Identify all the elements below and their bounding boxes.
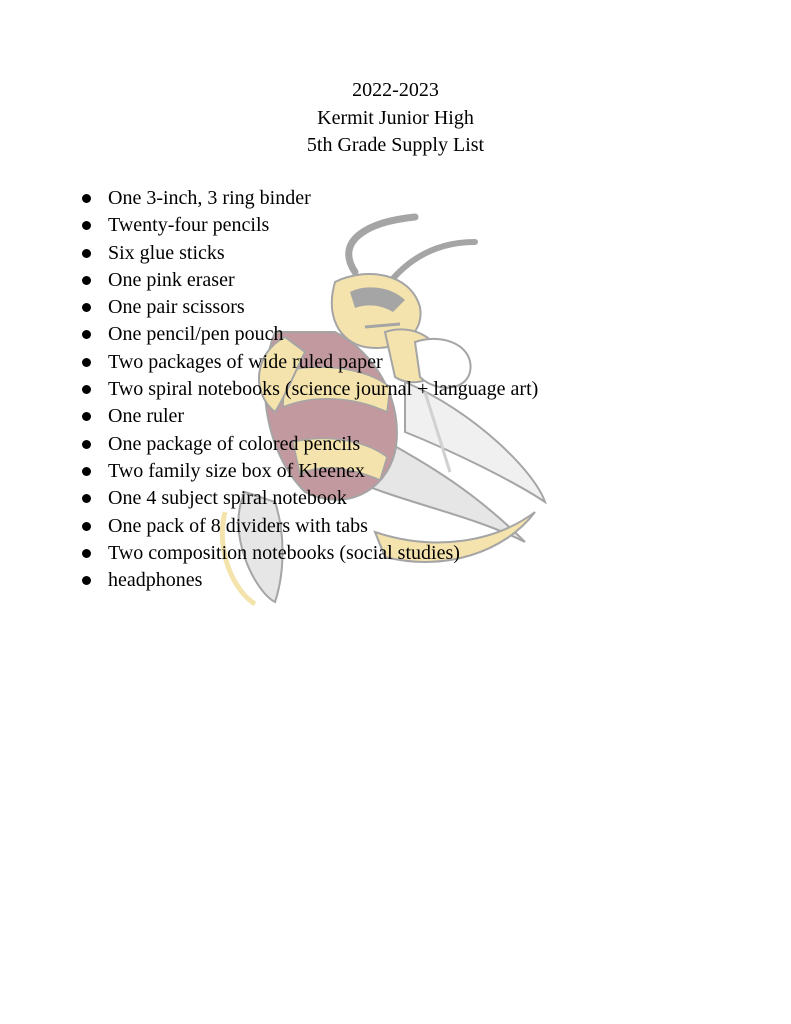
list-item: [82, 485, 538, 512]
list-item: [82, 376, 538, 403]
bullet-icon: [82, 494, 91, 503]
school-year: 2022-2023: [352, 79, 439, 101]
school-name: Kermit Junior High: [317, 106, 474, 129]
list-item-text: One pair scissors: [108, 296, 245, 319]
list-item-text: headphones: [108, 569, 203, 592]
bullet-icon: [82, 303, 91, 312]
list-item-text: One 4 subject spiral notebook: [108, 487, 347, 510]
list-item: [82, 403, 538, 430]
list-item-text: One package of colored pencils: [108, 432, 361, 455]
bullet-icon: [82, 330, 91, 339]
list-item: [82, 458, 538, 485]
list-item: [82, 349, 538, 376]
list-item-text: Two packages of wide ruled paper: [108, 350, 383, 373]
page-title: 5th Grade Supply List: [306, 134, 485, 156]
list-item: [82, 321, 538, 348]
list-item-text: One pack of 8 dividers with tabs: [108, 514, 368, 537]
bullet-icon: [82, 249, 91, 258]
list-item-text: Two family size box of Kleenex: [108, 459, 365, 482]
bullet-icon: [82, 276, 91, 285]
bullet-icon: [82, 221, 91, 230]
supply-list: [82, 185, 538, 594]
bullet-icon: [82, 358, 91, 367]
list-item: [82, 513, 538, 540]
list-item-text: One 3-inch, 3 ring binder: [108, 187, 311, 209]
list-item-text: One ruler: [108, 405, 185, 428]
list-item: [82, 212, 538, 239]
list-item: [82, 240, 538, 267]
bullet-icon: [82, 440, 91, 449]
list-item-text: One pink eraser: [108, 268, 235, 291]
list-item: [82, 267, 538, 294]
bullet-icon: [82, 194, 91, 203]
bullet-icon: [82, 385, 91, 394]
list-item: [82, 431, 538, 458]
bullet-icon: [82, 467, 91, 476]
list-item: [82, 567, 538, 594]
list-item: [82, 294, 538, 321]
bullet-icon: [82, 549, 91, 558]
list-item-text: One pencil/pen pouch: [108, 323, 284, 346]
list-item-text: Twenty-four pencils: [108, 214, 270, 237]
bullet-icon: [82, 522, 91, 531]
document-header: [0, 77, 791, 160]
list-item-text: Two spiral notebooks (science journal + language art): [108, 378, 539, 401]
list-item-text: Two composition notebooks (social studies): [108, 541, 460, 564]
list-item: [82, 540, 538, 567]
bullet-icon: [82, 576, 91, 585]
list-item-text: Six glue sticks: [108, 241, 225, 264]
list-item: [82, 185, 538, 212]
bullet-icon: [82, 412, 91, 421]
